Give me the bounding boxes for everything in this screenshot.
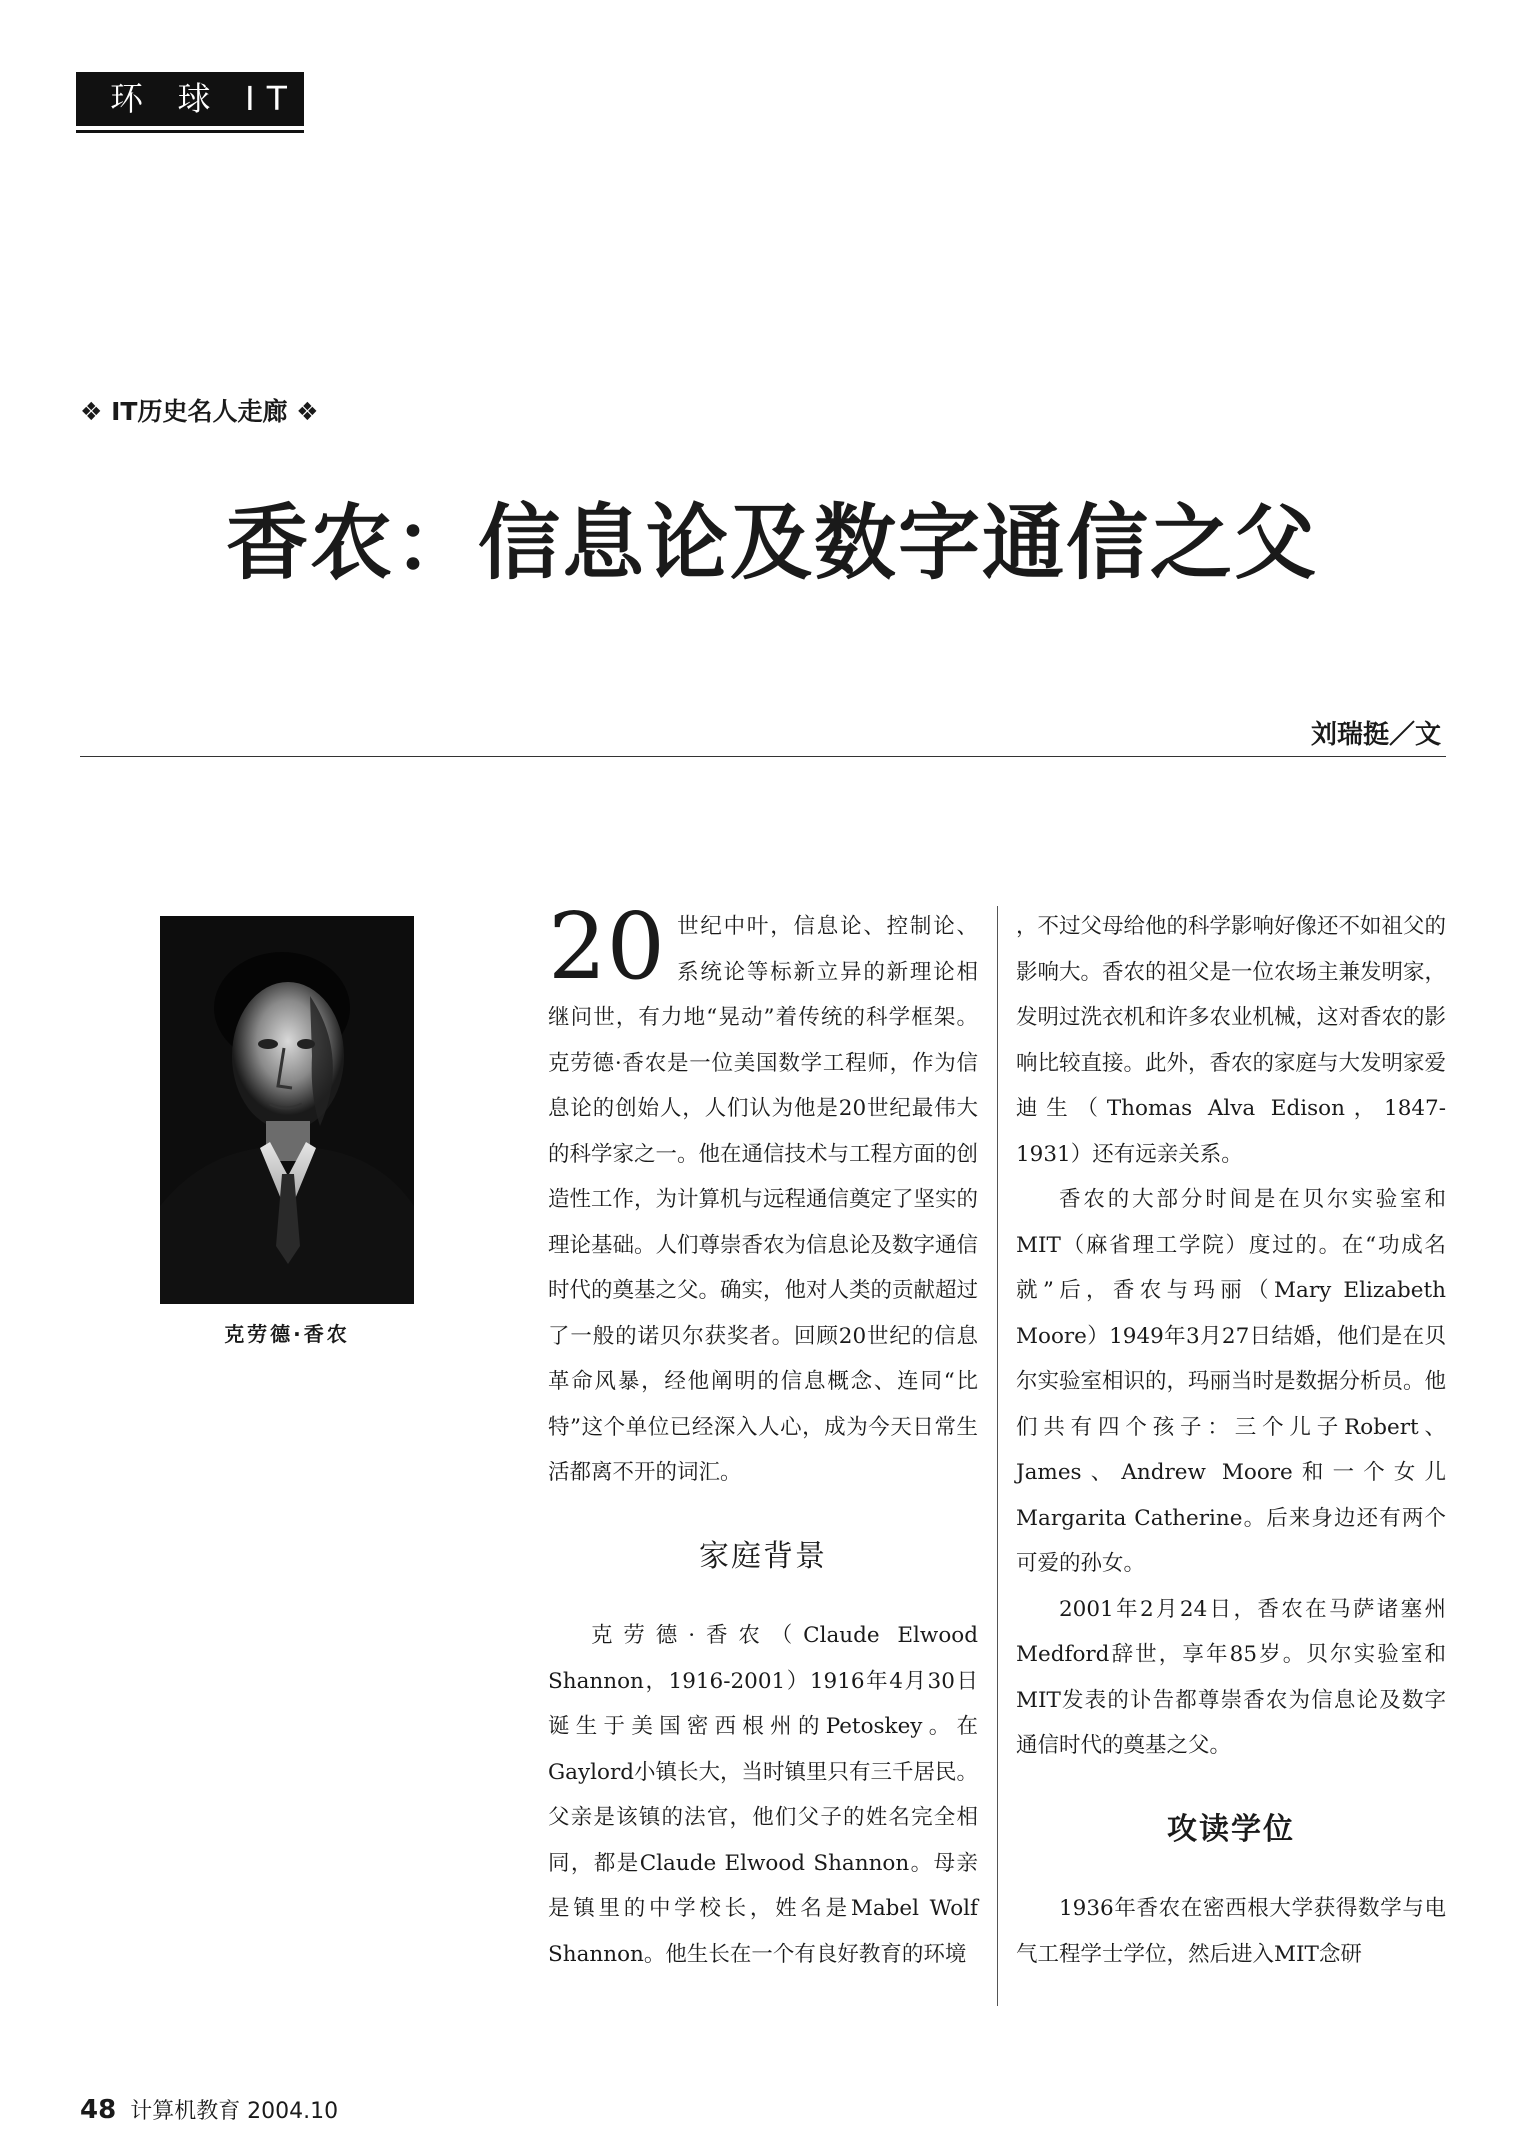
article-byline: 刘瑞挺／文 [1310, 720, 1441, 750]
article-column-2 [1016, 904, 1446, 1977]
family-paragraph-3: 2001年2月24日，香农在马萨诸塞州Medford辞世，享年85岁。贝尔实验室和MIT发表的讣告都尊崇香农为信息论及数字通信时代的奠基之父。 [1016, 1596, 1446, 1758]
intro-paragraph [548, 893, 979, 1496]
section-heading-family: 家庭背景 [699, 1538, 827, 1574]
family-paragraph-2: 香农的大部分时间是在贝尔实验室和MIT（麻省理工学院）度过的。在“功成名就”后，香农与玛丽（Mary Elizabeth Moore）1949年3月27日结婚，他们是在贝尔实验室相识的，玛丽当时是数据分析员。他们共有四个孩子：三个儿子Robert、James、Andrew Moore和一个女儿Margarita Catherine。后来身边还有两个可爱的孙女。 [1016, 1187, 1447, 1576]
banner-rule [76, 130, 304, 133]
series-label: ❖ IT历史名人走廊 ❖ [80, 397, 319, 426]
family-paragraph-1: 克劳德·香农（Claude Elwood Shannon，1916-2001）1916年4月30日诞生于美国密西根州的Petoskey。在Gaylord小镇长大，当时镇里只有三千居民。父亲是该镇的法官，他们父子的姓名完全相同，都是Claude Elwood Shannon。母亲是镇里的中学校长，姓名是Mabel Wolf Shannon。他生长在一个有良好教育的环境 [548, 1623, 979, 1967]
page-footer [80, 2094, 338, 2125]
article-title: 香农：信息论及数字通信之父 [226, 495, 1319, 591]
intro-text: 世纪中叶，信息论、控制论、系统论等标新立异的新理论相继问世，有力地“晃动”着传统的科学框架。克劳德·香农是一位美国数学工程师，作为信息论的创始人，人们认为他是20世纪最伟大的科学家之一。他在通信技术与工程方面的创造性工作，为计算机与远程通信奠定了坚实的理论基础。人们尊崇香农为信息论及数字通信时代的奠基之父。确实，他对人类的贡献超过了一般的诺贝尔获奖者。回顾20世纪的信息革命风暴，经他阐明的信息概念、连同“比特”这个单位已经深入人心，成为今天日常生活都离不开的词汇。 [548, 914, 979, 1485]
page-number: 48 [80, 2095, 117, 2125]
column-divider [997, 906, 998, 2006]
section-banner: 环 球 IT [76, 72, 304, 126]
portrait-photo [160, 916, 414, 1304]
article-column-1 [548, 893, 979, 1977]
portrait-caption: 克劳德·香农 [224, 1322, 350, 1346]
degree-paragraph-1: 1936年香农在密西根大学获得数学与电气工程学士学位，然后进入MIT念研 [1016, 1896, 1446, 1967]
family-paragraph-1-continued: ，不过父母给他的科学影响好像还不如祖父的影响大。香农的祖父是一位农场主兼发明家，发明过洗衣机和许多农业机械，这对香农的影响比较直接。此外，香农的家庭与大发明家爱迪生（Thomas Alva Edison，1847-1931）还有远亲关系。 [1016, 914, 1447, 1167]
section-heading-degree: 攻读学位 [1167, 1811, 1295, 1847]
drop-cap: 20 [548, 893, 666, 1000]
title-rule [80, 756, 1446, 757]
publication-info: 计算机教育 2004.10 [130, 2099, 339, 2124]
